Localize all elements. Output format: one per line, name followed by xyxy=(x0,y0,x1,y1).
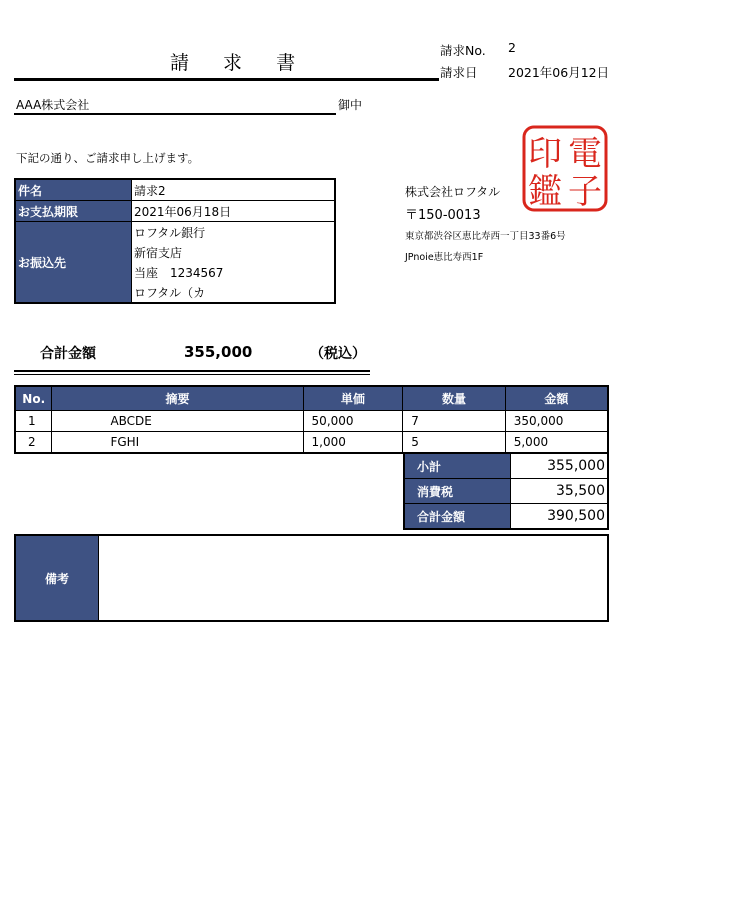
transfer-label: お振込先 xyxy=(15,222,132,304)
col-header-amount: 金額 xyxy=(505,386,608,411)
branch-name: 新宿支店 xyxy=(132,242,336,262)
col-header-unit-price: 単価 xyxy=(303,386,403,411)
invoice-title: 請 求 書 xyxy=(170,52,310,74)
table-row xyxy=(15,411,608,432)
item-quantity: 7 xyxy=(403,411,505,432)
tax-label: 消費税 xyxy=(404,479,511,504)
remarks-box xyxy=(14,534,609,622)
issuer-zip: 〒150-0013 xyxy=(405,208,481,223)
info-row-transfer xyxy=(15,222,335,243)
due-label: お支払期限 xyxy=(15,201,132,222)
greeting-text: 下記の通り、ご請求申し上げます。 xyxy=(16,151,200,165)
item-no: 2 xyxy=(15,432,52,454)
due-value: 2021年06月18日 xyxy=(132,201,336,222)
grand-total-value: 390,500 xyxy=(511,504,609,530)
invoice-date-value: 2021年06月12日 xyxy=(508,65,610,80)
item-quantity: 5 xyxy=(403,432,505,454)
col-header-no: No. xyxy=(15,386,52,411)
table-row xyxy=(15,432,608,454)
info-row-subject xyxy=(15,179,335,201)
subject-label: 件名 xyxy=(15,179,132,201)
invoice-date-label: 請求日 xyxy=(440,65,478,80)
issuer-address: 東京都渋谷区恵比寿西一丁目33番6号 xyxy=(405,231,566,242)
subject-value: 請求2 xyxy=(132,179,336,201)
svg-text:電: 電 xyxy=(568,134,602,174)
item-description: FGHI xyxy=(52,432,303,454)
client-honorific: 御中 xyxy=(338,98,363,112)
subtotal-value: 355,000 xyxy=(511,453,609,479)
bank-name: ロフタル銀行 xyxy=(132,222,336,243)
grand-total-label: 合計金額 xyxy=(404,504,511,530)
issuer-building: JPnoie恵比寿西1F xyxy=(405,252,484,263)
tax-row xyxy=(404,479,608,504)
account-number: 当座 1234567 xyxy=(132,262,336,282)
total-amount: 355,000 xyxy=(184,343,253,361)
item-amount: 5,000 xyxy=(505,432,608,454)
invoice-info-table xyxy=(14,178,336,304)
subtotal-row xyxy=(404,453,608,479)
total-underline-thin xyxy=(14,374,370,375)
items-header-row xyxy=(15,386,608,411)
invoice-no-label: 請求No. xyxy=(440,43,486,58)
seal-stamp-icon xyxy=(522,125,608,212)
grand-total-row xyxy=(404,504,608,530)
client-name: AAA株式会社 xyxy=(16,98,90,112)
invoice-no-value: 2 xyxy=(508,40,516,55)
account-holder: ロフタル（カ xyxy=(132,282,336,303)
item-unit-price: 1,000 xyxy=(303,432,403,454)
total-underline xyxy=(14,370,370,372)
issuer-company: 株式会社ロフタル xyxy=(405,185,501,199)
tax-included-note: （税込） xyxy=(310,346,366,362)
line-items-table xyxy=(14,385,609,454)
svg-text:鑑: 鑑 xyxy=(528,172,562,212)
client-underline xyxy=(14,113,336,115)
svg-text:印: 印 xyxy=(528,134,562,174)
svg-text:子: 子 xyxy=(568,172,602,212)
total-label: 合計金額 xyxy=(40,346,96,362)
col-header-quantity: 数量 xyxy=(403,386,505,411)
item-no: 1 xyxy=(15,411,52,432)
col-header-description: 摘要 xyxy=(52,386,303,411)
remarks-label: 備考 xyxy=(16,536,99,620)
subtotal-label: 小計 xyxy=(404,453,511,479)
info-row-due xyxy=(15,201,335,222)
tax-value: 35,500 xyxy=(511,479,609,504)
title-underline xyxy=(14,78,439,81)
item-amount: 350,000 xyxy=(505,411,608,432)
summary-table xyxy=(403,452,609,530)
item-unit-price: 50,000 xyxy=(303,411,403,432)
item-description: ABCDE xyxy=(52,411,303,432)
